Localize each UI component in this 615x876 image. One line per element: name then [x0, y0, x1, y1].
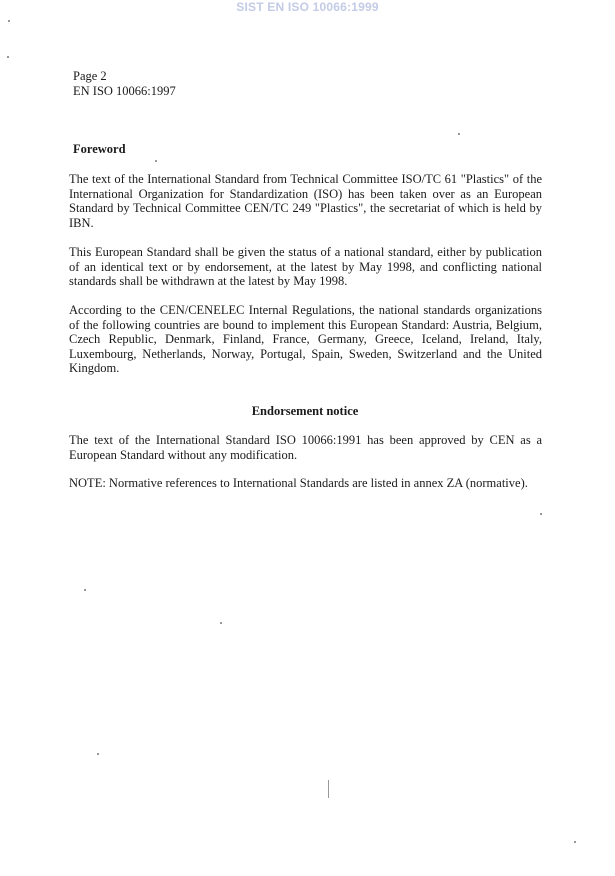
- scan-speck: [574, 841, 576, 843]
- scan-mark: [328, 780, 329, 798]
- endorsement-heading: Endorsement notice: [251, 404, 359, 418]
- page-number: Page 2: [73, 69, 107, 83]
- foreword-paragraph-1: The text of the International Standard from Technical Committee ISO/TC 61 "Plastics" of the International Organization for Standardization (ISO) has been taken over as an European Standard by Technical Committee CEN/TC 249 "Plastics", the secretariat of which is held by IBN.: [69, 172, 542, 230]
- scan-speck: [540, 513, 542, 515]
- foreword-paragraph-3: According to the CEN/CENELEC Internal Regulations, the national standards organizations of the following countries are bound to implement this European Standard: Austria, Belgium, Czech Republic, Denmark, Finland, France, Germany, Greece, Iceland, Ireland, Italy, Luxembourg, Netherlands, Norway, Portugal, Spain, Sweden, Switzerland and the United Kingdom.: [69, 303, 542, 375]
- scan-speck: [8, 20, 10, 22]
- page-header: [73, 69, 176, 98]
- scan-speck: [458, 133, 460, 135]
- scan-speck: [97, 753, 99, 755]
- scan-speck: [220, 622, 222, 624]
- watermark: SIST EN ISO 10066:1999: [236, 0, 379, 14]
- foreword-heading: Foreword: [73, 142, 126, 156]
- scan-speck: [84, 589, 86, 591]
- normative-note: NOTE: Normative references to International Standards are listed in annex ZA (normative).: [69, 476, 528, 490]
- scan-speck: [155, 160, 157, 162]
- standard-number: EN ISO 10066:1997: [73, 83, 176, 98]
- scan-speck: [7, 56, 9, 58]
- foreword-paragraph-2: This European Standard shall be given the status of a national standard, either by publication of an identical text or by endorsement, at the latest by May 1998, and conflicting national standards shall be withdrawn at the latest by May 1998.: [69, 245, 542, 288]
- endorsement-paragraph: The text of the International Standard ISO 10066:1991 has been approved by CEN as a European Standard without any modification.: [69, 433, 542, 462]
